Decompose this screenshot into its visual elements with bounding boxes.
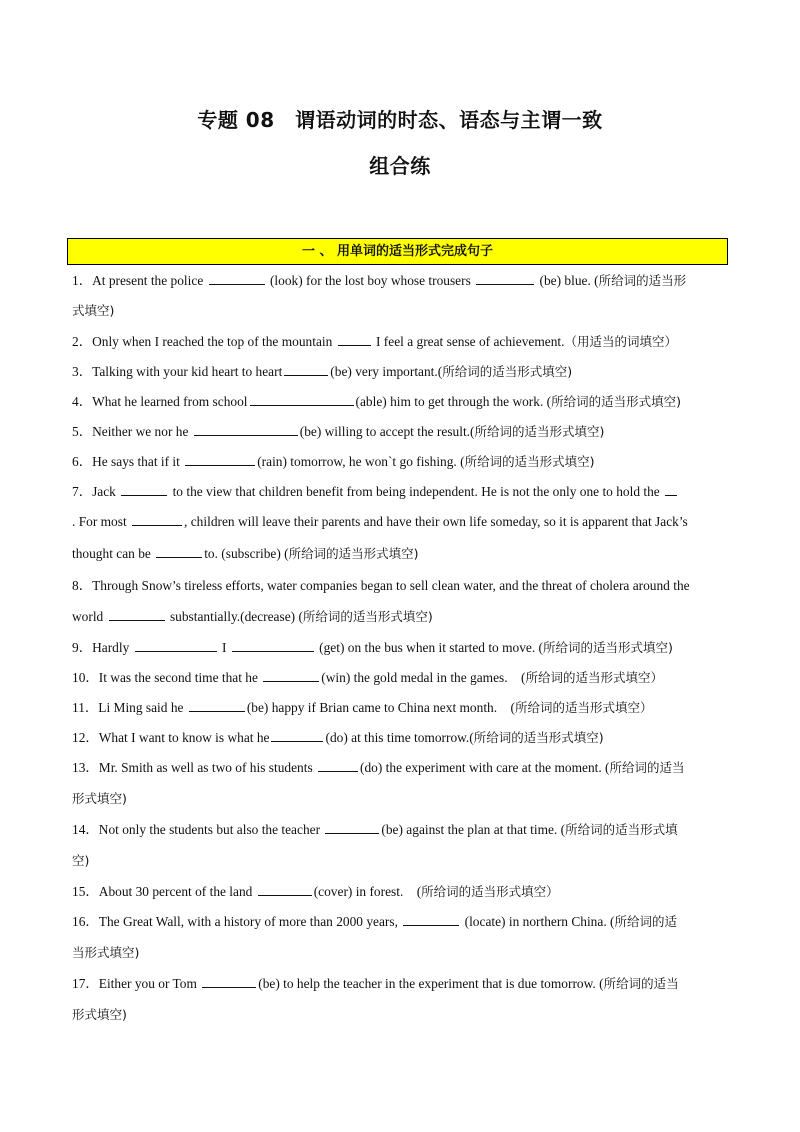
question-instruction: 所给词的适当形式填空） (421, 884, 559, 899)
question-5 (72, 421, 604, 440)
question-text: (cover) in forest. ( (313, 884, 422, 899)
question-16-continued: 当形式填空) (72, 945, 140, 960)
question-text: 6．He says that if it (72, 454, 184, 469)
answer-blank[interactable] (202, 975, 256, 988)
question-16 (72, 911, 677, 930)
question-15 (72, 881, 559, 900)
question-text: 7．Jack (72, 484, 120, 499)
answer-blank[interactable] (403, 913, 459, 926)
question-text: 2．Only when I reached the top of the mountain (72, 334, 336, 349)
question-text: 17．Either you or Tom (72, 976, 201, 991)
question-text: 1．At present the police (72, 273, 207, 288)
answer-blank[interactable] (209, 272, 265, 285)
question-text: 16．The Great Wall, with a history of more than 2000 years, (72, 914, 402, 929)
answer-blank[interactable] (271, 729, 323, 742)
question-17 (72, 973, 679, 992)
question-text: (be) willing to accept the result.( (299, 424, 475, 439)
question-text: 12．What I want to know is what he (72, 730, 270, 745)
question-instruction: 所给词的适当形式填空) (474, 424, 605, 439)
answer-blank[interactable] (156, 545, 202, 558)
answer-blank[interactable] (132, 513, 182, 526)
answer-blank[interactable] (258, 883, 312, 896)
question-text: 5．Neither we nor he (72, 424, 192, 439)
question-11 (72, 697, 652, 716)
answer-blank[interactable] (121, 483, 167, 496)
question-text: to. (subscribe) ( (204, 546, 289, 561)
answer-blank[interactable] (263, 669, 319, 682)
question-text: substantially.(decrease) ( (166, 609, 303, 624)
question-text: (locate) in northern China. ( (461, 914, 615, 929)
question-text: 10．It was the second time that he (72, 670, 262, 685)
question-instruction: 所给词的适当形式填空) (464, 454, 595, 469)
question-13-continued: 形式填空) (72, 791, 127, 806)
question-7-continued (72, 544, 419, 562)
question-text: (be) blue. ( (536, 273, 599, 288)
question-instruction: 所给词的适当 (609, 760, 685, 775)
answer-blank[interactable] (135, 639, 217, 652)
question-text: (look) for the lost boy whose trousers (266, 273, 475, 288)
answer-blank[interactable] (318, 759, 358, 772)
question-instruction: 所给词的适当形式填空) (473, 730, 604, 745)
question-17-continued: 形式填空) (72, 1007, 127, 1022)
question-7-continued (72, 513, 688, 530)
question-12 (72, 727, 604, 746)
question-text: (be) very important.( (330, 364, 443, 379)
answer-blank[interactable] (189, 699, 245, 712)
question-instruction: 所给词的适当形式填空） (525, 670, 663, 685)
question-text: 11．Li Ming said he (72, 700, 187, 715)
question-instruction: 所给词的适当形 (598, 273, 687, 288)
question-instruction: 所给词的适当形式填空) (543, 640, 673, 655)
question-text: 13．Mr. Smith as well as two of his students (72, 760, 317, 775)
question-text: 14．Not only the students but also the teacher (72, 822, 324, 837)
question-text: (be) to help the teacher in the experiment that is due tomorrow. ( (258, 976, 604, 991)
section-header: 一 、 用单词的适当形式完成句子 (67, 238, 728, 265)
answer-blank[interactable] (665, 483, 677, 496)
answer-blank[interactable] (194, 423, 298, 436)
document-title: 专题 08 谓语动词的时态、语态与主谓一致 (197, 108, 603, 132)
question-1-continued: 式填空) (72, 303, 115, 318)
question-text: I (218, 640, 230, 655)
question-14-continued: 空) (72, 853, 90, 868)
question-13 (72, 757, 685, 776)
question-text: , children will leave their parents and have their own life someday, so it is apparent that Jack’s (184, 514, 688, 529)
question-text: (be) against the plan at that time. ( (381, 822, 566, 837)
question-7 (72, 481, 679, 500)
question-text: I feel a great sense of achievement. (372, 334, 565, 349)
question-instruction: （用适当的词填空） (564, 334, 678, 349)
question-instruction: 所给词的适当形式填 (565, 822, 678, 837)
question-text: 15．About 30 percent of the land (72, 884, 256, 899)
answer-blank[interactable] (250, 393, 354, 406)
question-text: 4．What he learned from school (72, 394, 248, 409)
question-text: (be) happy if Brian came to China next month. ( (246, 700, 515, 715)
answer-blank[interactable] (109, 608, 165, 621)
question-text: (get) on the bus when it started to move. ( (315, 640, 543, 655)
question-4 (72, 391, 681, 410)
question-instruction: 所给词的适当形式填空） (514, 700, 653, 715)
question-text: world (72, 609, 107, 624)
answer-blank[interactable] (476, 272, 534, 285)
answer-blank[interactable] (325, 821, 379, 834)
question-instruction: 所给词的适当形式填空) (551, 394, 682, 409)
question-8-continued (72, 607, 433, 625)
question-text: (do) at this time tomorrow.( (325, 730, 474, 745)
question-instruction: 所给词的适当形式填空) (288, 546, 419, 561)
question-8: 8．Through Snow’s tireless efforts, water companies began to sell clean water, and the threat of cholera around the (72, 578, 690, 593)
answer-blank[interactable] (232, 639, 314, 652)
question-text: 9．Hardly (72, 640, 133, 655)
question-6 (72, 451, 594, 470)
question-10 (72, 667, 663, 686)
question-2 (72, 331, 677, 350)
question-1 (72, 270, 686, 289)
answer-blank[interactable] (284, 363, 328, 376)
document-subtitle: 组合练 (369, 154, 431, 178)
question-9 (72, 637, 673, 656)
question-text: (rain) tomorrow, he won`t go fishing. ( (257, 454, 465, 469)
question-text: (do) the experiment with care at the moment. ( (360, 760, 610, 775)
question-text: 3．Talking with your kid heart to heart (72, 364, 283, 379)
question-instruction: 所给词的适当形式填空) (302, 609, 433, 624)
question-text: to the view that children benefit from being independent. He is not the only one to hold the (169, 484, 664, 499)
answer-blank[interactable] (185, 453, 255, 466)
question-text: . For most (72, 514, 131, 529)
question-instruction: 所给词的适 (614, 914, 677, 929)
question-instruction: 所给词的适当 (603, 976, 679, 991)
question-14 (72, 819, 678, 838)
question-3 (72, 361, 572, 380)
question-text: (win) the gold medal in the games. ( (321, 670, 526, 685)
question-instruction: 所给词的适当形式填空) (442, 364, 573, 379)
answer-blank[interactable] (338, 333, 371, 346)
question-text: (able) him to get through the work. ( (355, 394, 552, 409)
question-text: thought can be (72, 546, 155, 561)
